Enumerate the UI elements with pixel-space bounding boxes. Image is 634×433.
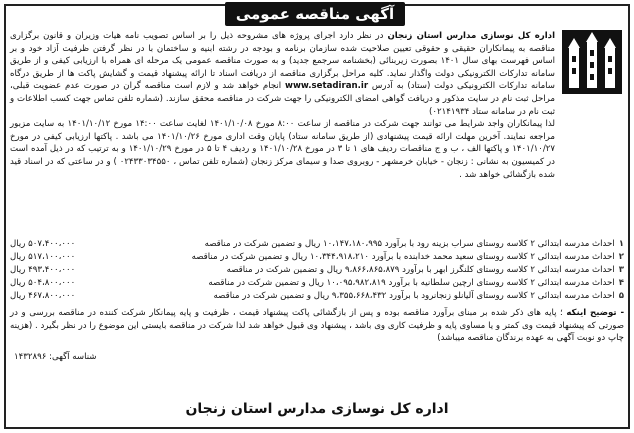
notice-title: آگهی مناقصه عمومی — [225, 2, 405, 26]
footer-organization: اداره کل نوسازی مدارس استان زنجان — [185, 401, 449, 417]
organization-lead: اداره کل نوسازی مدارس استان زنجان — [387, 31, 556, 41]
item-number: ۳ — [618, 265, 624, 275]
project-item — [10, 238, 624, 251]
item-guarantee: ۵۱۷،۱۰۰،۰۰۰ ریال — [10, 252, 76, 262]
notice-body — [10, 30, 555, 181]
paragraph-intro: در نظر دارد اجرای پروژه های مشروحه ذیل را بر اساس تصویب نامه هیات وزیران و قانون برگزاری مناقصه به پیمانکاران حقیقی و حقوقی تعیین صلاحیت شده سازمان برنامه و بودجه در رشته ابنیه و ساختمان با در نظر گرفتن ظرفیت آزاد خود و بر اساس فهرست بهای سال ۱۴۰۱ بصورت زیربنائی (بخشنامه سرجمع جدید) و به صورت مناقصه عمومی یک مرحله ای همراه با ارزیابی کیفی و از طریق سامانه تدارکات الکترونیکی دولت واگذار نماید. کلیه مراحل برگزاری مناقصه از دریافت اسناد تا ارائه پیشنهاد قیمت و گشایش پاکت ها از طریق درگاه سامانه تدارکات الکترونیکی دولت (ستاد) به آدرس — [10, 31, 556, 92]
project-item — [10, 290, 624, 303]
item-number: ۴ — [618, 278, 624, 288]
notice-id: شناسه آگهی: ۱۴۳۲۸۹۶ — [14, 352, 97, 362]
project-item — [10, 277, 624, 290]
item-description: احداث مدرسه ابتدائی ۲ کلاسه روستای سراب بزینه رود با برآورد ۱۰،۱۴۷،۱۸۰،۹۹۵ ریال و تضمین شرکت در مناقصه — [204, 239, 615, 249]
item-description: احداث مدرسه ابتدائی ۲ کلاسه روستای سعید محمد خدابنده با برآورد ۱۰،۳۴۴،۹۱۸،۲۱۰ ریال و تضمین شرکت در مناقصه — [191, 252, 615, 262]
school-buildings-logo-icon — [560, 28, 624, 96]
website-link[interactable]: www.setadiran.ir — [285, 81, 369, 92]
item-guarantee: ۵۰۴،۸۰۰،۰۰۰ ریال — [10, 278, 76, 288]
paragraph-schedule: لذا پیمانکاران واجد شرایط می توانند جهت شرکت در مناقصه از ساعت ۸:۰۰ مورخ ۱۴۰۱/۱۰/۰۸ لغایت ساعت ۱۴:۰۰ مورخ ۱۴۰۱/۱۰/۱۲ به سایت مزبور مراجعه نمایند. آخرین مهلت ارائه قیمت پیشنهادی (از طریق سامانه ستاد) پایان وقت اداری مورخ ۱۴۰۱/۱۰/۲۶ می باشد . پاکتها ارزیابی کیفی در مورخ ۱۴۰۱/۱۰/۲۷ و پاکتها الف ، ب و ج مناقصات ردیف های ۱ تا ۳ در مورخ ۱۴۰۱/۱۰/۲۸ و ردیف ۴ تا ۵ در مورخ ۱۴۰۱/۱۰/۲۹ و به ترتیب که در ذیل آمده است در کمیسیون به نشانی : زنجان - خیابان خرمشهر - روبروی صدا و سیمای مرکز زنجان (شماره تلفن تماس ، ۰۲۴۳۳۰۳۴۵۵۰ ) و در ساعتی که در اسناد قید شده بازگشائی خواهد شد . — [10, 119, 556, 180]
project-item — [10, 264, 624, 277]
item-guarantee: ۴۶۷،۸۰۰،۰۰۰ ریال — [10, 291, 76, 301]
item-description: احداث مدرسه ابتدائی ۲ کلاسه روستای آلیانلو زنجانرود با برآورد ۹،۳۵۵،۶۶۸،۴۳۲ ریال و تضمین شرکت در مناقصه — [213, 291, 615, 301]
project-item — [10, 251, 624, 264]
item-guarantee: ۴۹۳،۴۰۰،۰۰۰ ریال — [10, 265, 76, 275]
item-description: احداث مدرسه ابتدائی ۲ کلاسه روستای ارچین سلطانیه با برآورد ۱۰،۰۹۵،۹۸۲،۸۱۹ ریال و تضمین شرکت در مناقصه — [208, 278, 615, 288]
item-number: ۵ — [618, 291, 624, 301]
note-text: ؛ پایه های ذکر شده بر مبنای برآورد مناقصه بوده و پس از بازگشائی پاکت پیشنهاد قیمت ، ظرفیت و پایه پیمانکار شرکت کننده در مناقصه بررسی و در صورتی که پیشنهاد قیمت وی کمتر و یا مساوی پایه و ظرفیت کاری وی باشد ، پیشنهاد وی قبول خواهد شد لذا شرکت در مناقصه بایستی این موضوع را در نظر بگیرد . (هزینه چاپ دو نوبت آگهی به عهده برندگان مناقصه میباشد) — [10, 308, 624, 344]
note-label: - توضیح اینکه — [566, 308, 625, 318]
paragraph-intro-cont: انجام خواهد شد و لازم است مناقصه گران در صورت عدم عضویت قبلی، مراحل ثبت نام در سایت مذکور و دریافت گواهی امضای الکترونیکی را جهت شرکت در مناقصه محقق سازند. (شماره تلفن تماس جهت کسب اطلاعات و ثبت نام در سامانه ستاد ۰۲۱۴۱۹۳۴) — [10, 81, 555, 117]
project-list — [10, 238, 624, 303]
item-number: ۲ — [618, 252, 624, 262]
item-description: احداث مدرسه ابتدائی ۲ کلاسه روستای کلنگرز ابهر با برآورد ۹،۸۶۶،۸۶۵،۸۷۹ ریال و تضمین شرکت در مناقصه — [226, 265, 615, 275]
item-number: ۱ — [618, 239, 624, 249]
explanation-note — [10, 307, 624, 345]
item-guarantee: ۵۰۷،۴۰۰،۰۰۰ ریال — [10, 239, 76, 249]
